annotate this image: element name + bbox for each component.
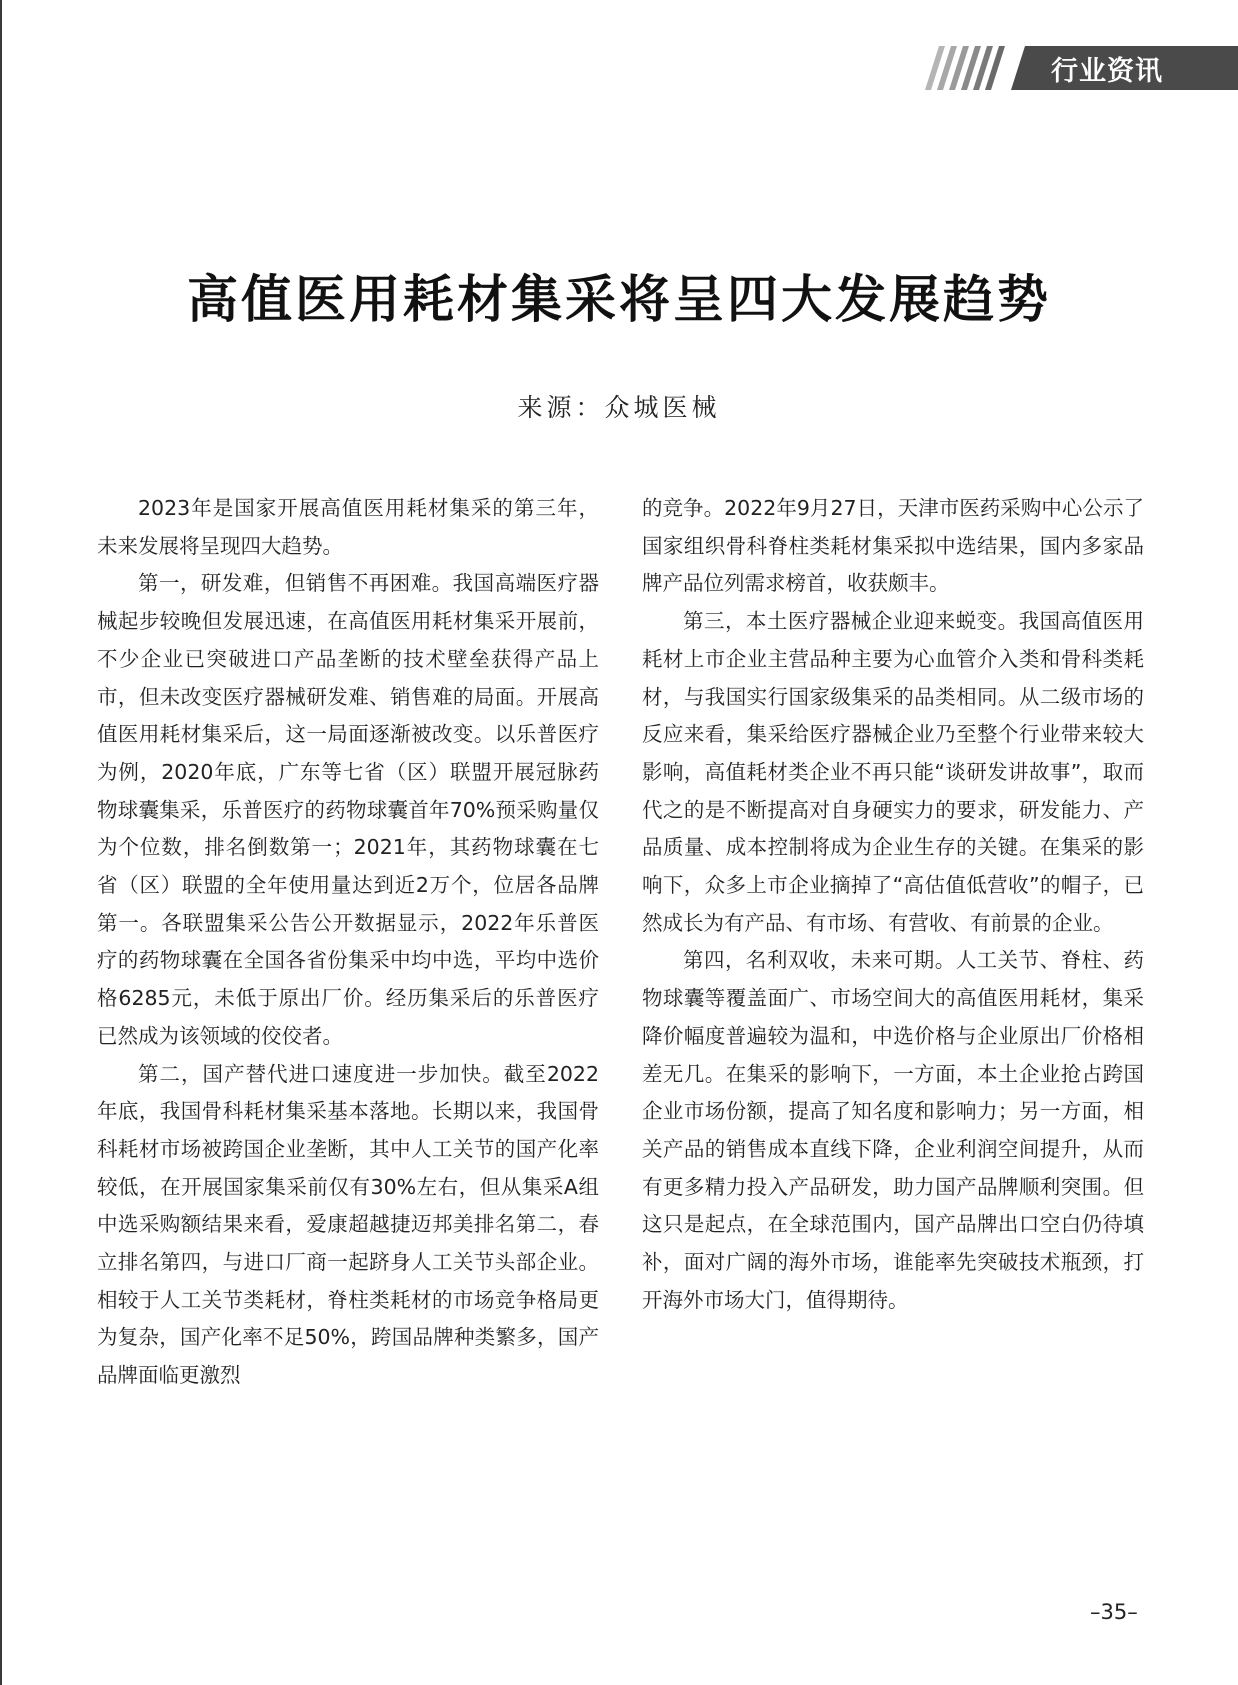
paragraph: 第二，国产替代进口速度进一步加快。截至2022年底，我国骨科耗材集采基本落地。长期以来，我国骨科耗材市场被跨国企业垄断，其中人工关节的国产化率较低，在开展国家集采前仅有30%左右，但从集采A组中选采购额结果来看，爱康超越捷迈邦美排名第二，春立排名第四，与进口厂商一起跻身人工关节头部企业。相较于人工关节类耗材，脊柱类耗材的市场竞争格局更为复杂，国产化率不足50%，跨国品牌种类繁多，国产品牌面临更激烈 xyxy=(97,1061,599,1388)
left-column xyxy=(97,490,599,1395)
paragraph: 第三，本土医疗器械企业迎来蜕变。我国高值医用耗材上市企业主营品种主要为心血管介入类和骨科类耗材，与我国实行国家级集采的品类相同。从二级市场的反应来看，集采给医疗器械企业乃至整个行业带来较大影响，高值耗材类企业不再只能“谈研发讲故事”，取而代之的是不断提高对自身硬实力的要求，研发能力、产品质量、成本控制将成为企业生存的关键。在集采的影响下，众多上市企业摘掉了“高估值低营收”的帽子，已然成长为有产品、有市场、有营收、有前景的企业。 xyxy=(642,609,1144,935)
section-header xyxy=(925,46,1238,90)
article-source: 来源：众城医械 xyxy=(517,393,721,422)
right-column xyxy=(642,490,1144,1319)
paragraph: 2023年是国家开展高值医用耗材集采的第三年，未来发展将呈现四大趋势。 xyxy=(97,496,599,558)
page-border xyxy=(0,0,2,1685)
section-label: 行业资讯 xyxy=(1051,55,1163,87)
paragraph: 第四，名利双收，未来可期。人工关节、脊柱、药物球囊等覆盖面广、市场空间大的高值医用耗材，集采降价幅度普遍较为温和，中选价格与企业原出厂价格相差无几。在集采的影响下，一方面，本土企业抢占跨国企业市场份额，提高了知名度和影响力；另一方面，相关产品的销售成本直线下降，企业利润空间提升，从而有更多精力投入产品研发，助力国产品牌顺利突围。但这只是起点，在全球范围内，国产品牌出口空白仍待填补，面对广阔的海外市场，谁能率先突破技术瓶颈，打开海外市场大门，值得期待。 xyxy=(642,948,1144,1312)
page-number: –35– xyxy=(1090,1600,1138,1624)
article-title: 高值医用耗材集采将呈四大发展趋势 xyxy=(186,271,1051,330)
paragraph: 第一，研发难，但销售不再困难。我国高端医疗器械起步较晚但发展迅速，在高值医用耗材集采开展前，不少企业已突破进口产品垄断的技术壁垒获得产品上市，但未改变医疗器械研发难、销售难的局面。开展高值医用耗材集采后，这一局面逐渐被改变。以乐普医疗为例，2020年底，广东等七省（区）联盟开展冠脉药物球囊集采，乐普医疗的药物球囊首年70%预采购量仅为个位数，排名倒数第一；2021年，其药物球囊在七省（区）联盟的全年使用量达到近2万个，位居各品牌第一。各联盟集采公告公开数据显示，2022年乐普医疗的药物球囊在全国各省份集采中均中选，平均中选价格6285元，未低于原出厂价。经历集采后的乐普医疗已然成为该领域的佼佼者。 xyxy=(97,571,599,1048)
paragraph-continuation: 的竞争。2022年9月27日，天津市医药采购中心公示了国家组织骨科脊柱类耗材集采拟中选结果，国内多家品牌产品位列需求榜首，收获颇丰。 xyxy=(642,496,1144,596)
